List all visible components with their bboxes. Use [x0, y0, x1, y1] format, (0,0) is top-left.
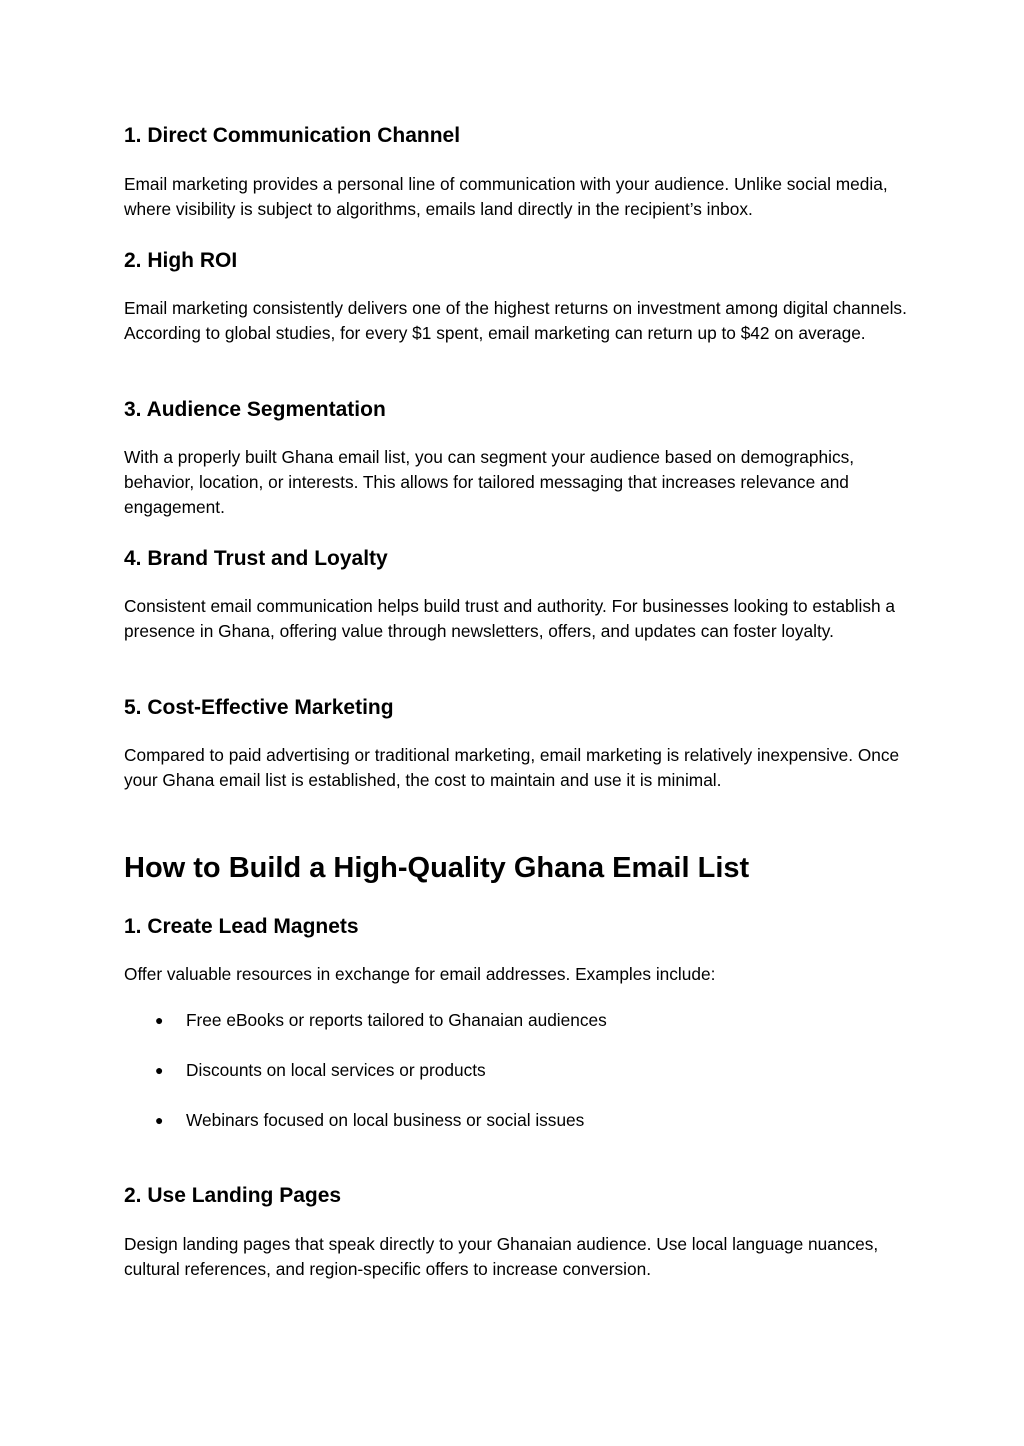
section-direct-communication: [124, 122, 914, 150]
section-audience-segmentation-body: [124, 445, 914, 520]
list-item: [124, 1008, 914, 1033]
section-audience-segmentation: [124, 396, 914, 424]
main-heading-block: [124, 849, 914, 887]
section-heading: 5. Cost-Effective Marketing: [124, 696, 394, 719]
list-item: [124, 1108, 914, 1133]
section-paragraph: Design landing pages that speak directly to your Ghanaian audience. Use local language nuances, cultural references, and region-specific offers to increase conversion.: [124, 1234, 879, 1279]
section-paragraph: With a properly built Ghana email list, you can segment your audience based on demographics, behavior, location, or interests. This allows for tailored messaging that increases relevance and engagement.: [124, 447, 855, 517]
section-landing-pages-body: [124, 1232, 914, 1282]
bullet-icon: ●: [155, 1112, 164, 1128]
section-landing-pages: [124, 1182, 914, 1210]
section-paragraph: Email marketing provides a personal line of communication with your audience. Unlike social media, where visibility is subject to algorithms, emails land directly in the recipient’s inbox.: [124, 174, 888, 219]
section-lead-magnets: [124, 913, 914, 941]
list-item-text: Discounts on local services or products: [186, 1060, 486, 1080]
bullet-icon: ●: [155, 1012, 164, 1028]
section-direct-communication-body: [124, 172, 914, 222]
bullet-icon: ●: [155, 1062, 164, 1078]
section-paragraph: Offer valuable resources in exchange for email addresses. Examples include:: [124, 964, 716, 984]
list-item-text: Free eBooks or reports tailored to Ghanaian audiences: [186, 1010, 607, 1030]
section-heading: 2. Use Landing Pages: [124, 1184, 342, 1207]
section-high-roi: [124, 247, 914, 275]
section-cost-effective-body: [124, 743, 914, 793]
section-brand-trust-body: [124, 594, 914, 644]
section-cost-effective: [124, 694, 914, 722]
section-heading: 4. Brand Trust and Loyalty: [124, 547, 388, 570]
section-heading: 3. Audience Segmentation: [124, 398, 386, 421]
section-heading: 1. Create Lead Magnets: [124, 915, 359, 938]
section-paragraph: Email marketing consistently delivers one of the highest returns on investment among digital channels. According to global studies, for every $1 spent, email marketing can return up to $42 on average.: [124, 298, 907, 343]
list-item: [124, 1058, 914, 1083]
lead-magnets-list: [124, 1008, 914, 1158]
section-heading: 1. Direct Communication Channel: [124, 124, 461, 147]
section-paragraph: Consistent email communication helps build trust and authority. For businesses looking to establish a presence in Ghana, offering value through newsletters, offers, and updates can foster loyalty.: [124, 596, 896, 641]
section-brand-trust: [124, 545, 914, 573]
main-heading: How to Build a High-Quality Ghana Email List: [124, 852, 750, 884]
section-lead-magnets-intro: [124, 962, 914, 987]
section-high-roi-body: [124, 296, 914, 346]
section-paragraph: Compared to paid advertising or traditional marketing, email marketing is relatively inexpensive. Once your Ghana email list is established, the cost to maintain and use it is minimal.: [124, 745, 900, 790]
list-item-text: Webinars focused on local business or social issues: [186, 1110, 585, 1130]
section-heading: 2. High ROI: [124, 249, 238, 272]
